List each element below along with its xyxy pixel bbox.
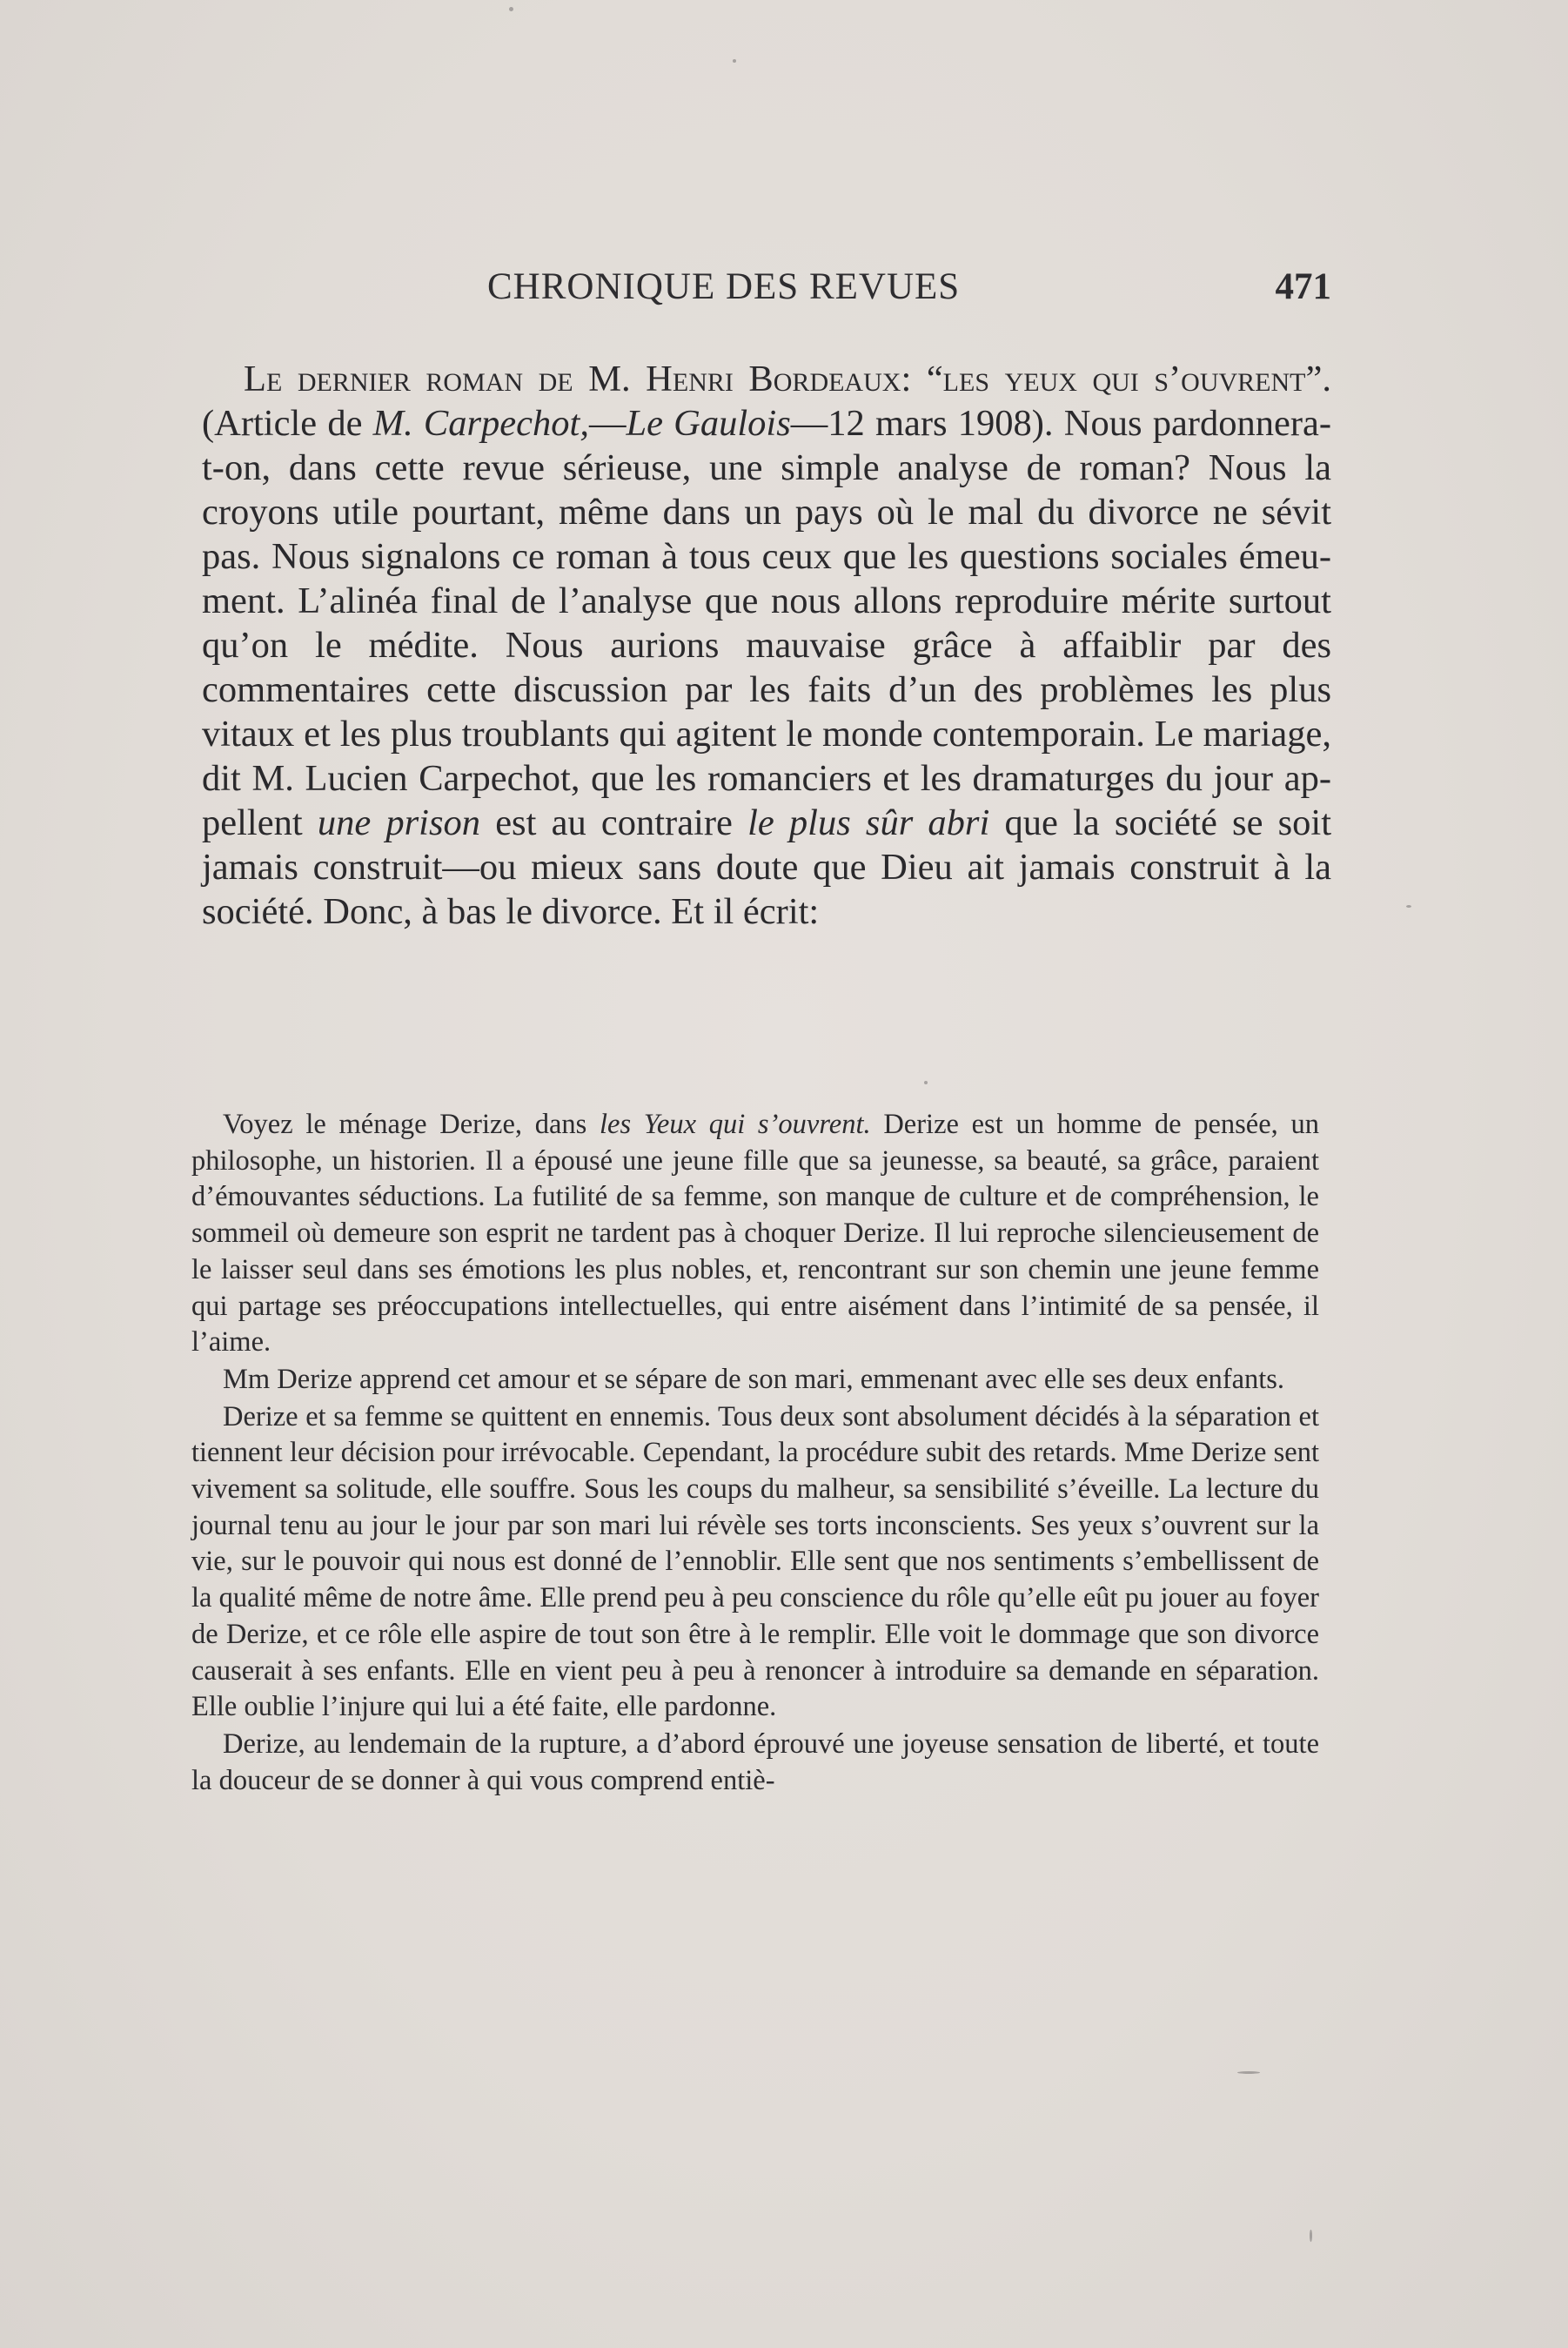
body-italic-1: une prison — [317, 802, 481, 843]
paper-speck — [924, 1081, 928, 1084]
article-paragraph — [202, 357, 1331, 934]
paper-speck — [509, 7, 513, 11]
body-text-2: est au contraire — [480, 802, 748, 843]
quote-paragraph-4: Derize, au lendemain de la rupture, a d’abord éprouvé une joyeuse sensation de liberté, et toute la douceur de se donner à qui vous comprend entiè- — [191, 1727, 1319, 1796]
body-text-3: que la société se soit jamais construit—ou mieux sans doute que Dieu ait jamais construit à la société. Donc, à bas le divorce. Et il écrit: — [202, 802, 1332, 932]
paper-speck — [1406, 905, 1411, 908]
quote-paragraph-1 — [191, 1107, 1319, 1361]
novel-title: “les yeux qui s’ouvrent”. — [926, 359, 1331, 399]
quote-text: Derize est un homme de pensée, un philosophe, un historien. Il a épousé une jeune fille que sa jeunesse, sa beauté, sa grâce, paraient d’émouvantes séductions. La futilité de sa femme, son manque de culture et de compréhension, le sommeil où demeure son esprit ne tardent pas à choquer Derize. Il lui reproche silencieusement de le laisser seul dans ses émotions les plus nobles, et, rencontrant sur son chemin une jeune femme qui partage ses préoccupations intellectuelles, qui entre aisément dans l’intimité de sa pensée, il l’aime. — [191, 1109, 1319, 1358]
heading-separator: : — [901, 359, 927, 399]
source-date: —12 mars 1908). — [790, 403, 1064, 444]
quote-italic-title: les Yeux qui s’ouvrent. — [599, 1109, 871, 1140]
quote-paragraph-3: Derize et sa femme se quittent en ennemis. Tous deux sont absolument décidés à la séparation et tiennent leur décision pour irrévocable. Cependant, la procédure subit des retards. Mme Derize sent vivement sa solitude, elle souffre. Sous les coups du malheur, sa sensibilité s’éveille. La lecture du journal tenu au jour le jour par son mari lui révèle ses torts inconscients. Ses yeux s’ouvrent sur la vie, sur le pouvoir qui nous est donné de l’ennoblir. Elle sent que nos sentiments s’embellissent de la qualité même de notre âme. Elle prend peu à peu conscience du rôle qu’elle eût pu jouer au foyer de Derize, et ce rôle elle aspire de tout son être à le remplir. Elle voit le dommage que son divorce causerait à ses enfants. Elle en vient peu à peu à renoncer à introduire sa demande en séparation. Elle oublie l’injure qui lui a été faite, elle pardonne. — [191, 1400, 1319, 1723]
quote-text: Voyez le ménage Derize, dans — [223, 1109, 600, 1140]
running-head — [200, 261, 1331, 313]
source-dash: — — [588, 403, 627, 444]
paper-speck — [1237, 2071, 1260, 2074]
source-author: M. Carpechot, — [372, 403, 589, 444]
body-text-1: Nous pardonnera-t-on, dans cette revue sérieuse, une simple analyse de roman? Nous la croyons utile pourtant, même dans un pays où le mal du divorce ne sévit pas. Nous signalons ce roman à tous ceux que les questions sociales émeument. L’alinéa final de l’analyse que nous allons reproduire mérite surtout qu’on le médite. Nous aurions mauvaise grâce à affaiblir par des commentaires cette discussion par les faits d’un des problèmes les plus vitaux et les plus troublants qui agitent le monde contemporain. Le mariage, dit M. Lucien Carpechot, que les romanciers et les dramaturges du jour appellent — [202, 403, 1331, 843]
quoted-excerpt — [191, 1107, 1319, 1799]
page-number: 471 — [1275, 266, 1331, 307]
paper-speck — [733, 59, 736, 63]
article-body — [202, 357, 1331, 934]
running-title: CHRONIQUE DES REVUES — [487, 266, 961, 307]
source-journal: Le Gaulois — [626, 403, 791, 444]
source-open: (Article de — [202, 403, 373, 444]
body-italic-2: le plus sûr abri — [747, 802, 990, 843]
paper-speck — [1310, 2230, 1312, 2242]
article-heading: Le dernier roman de M. Henri Bordeaux — [244, 359, 901, 399]
quote-paragraph-2: Mm Derize apprend cet amour et se sépare de son mari, emmenant avec elle ses deux enfants. — [223, 1363, 1285, 1395]
